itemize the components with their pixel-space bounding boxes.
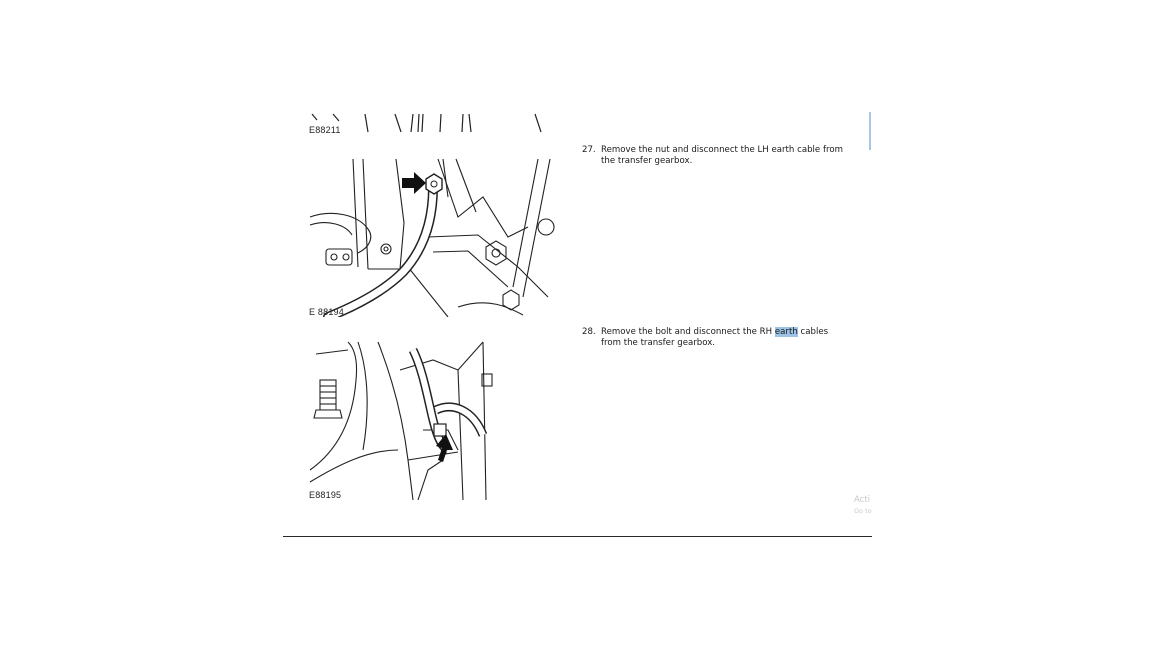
step-text-after-highlight: cables: [797, 327, 829, 337]
instruction-step-27: [582, 145, 872, 167]
step-text-line2: the transfer gearbox.: [601, 156, 693, 166]
page-divider: [283, 536, 872, 537]
figure-label-e88194: E 88194: [309, 307, 344, 317]
activation-watermark-subtitle: Go to: [854, 507, 872, 515]
illustration-lh-earth-cable: [308, 157, 558, 317]
activation-watermark-title: Acti: [854, 495, 871, 505]
instruction-step-28: [582, 327, 872, 349]
figure-label-e88195: E88195: [309, 490, 342, 500]
partial-illustration-top: [305, 112, 565, 134]
pointer-arrow-icon: [402, 172, 426, 194]
step-number: 27.: [582, 145, 596, 155]
figure-label-e88211: E88211: [309, 125, 341, 135]
scroll-indicator[interactable]: [869, 112, 871, 150]
search-highlight: earth: [774, 327, 798, 337]
step-text-before-highlight: Remove the bolt and disconnect the RH: [601, 327, 775, 337]
illustration-rh-earth-cables: [308, 340, 508, 500]
step-number: 28.: [582, 327, 596, 337]
step-text-line2: from the transfer gearbox.: [601, 338, 716, 348]
step-text-line1: Remove the nut and disconnect the LH earth cable from: [601, 145, 843, 155]
